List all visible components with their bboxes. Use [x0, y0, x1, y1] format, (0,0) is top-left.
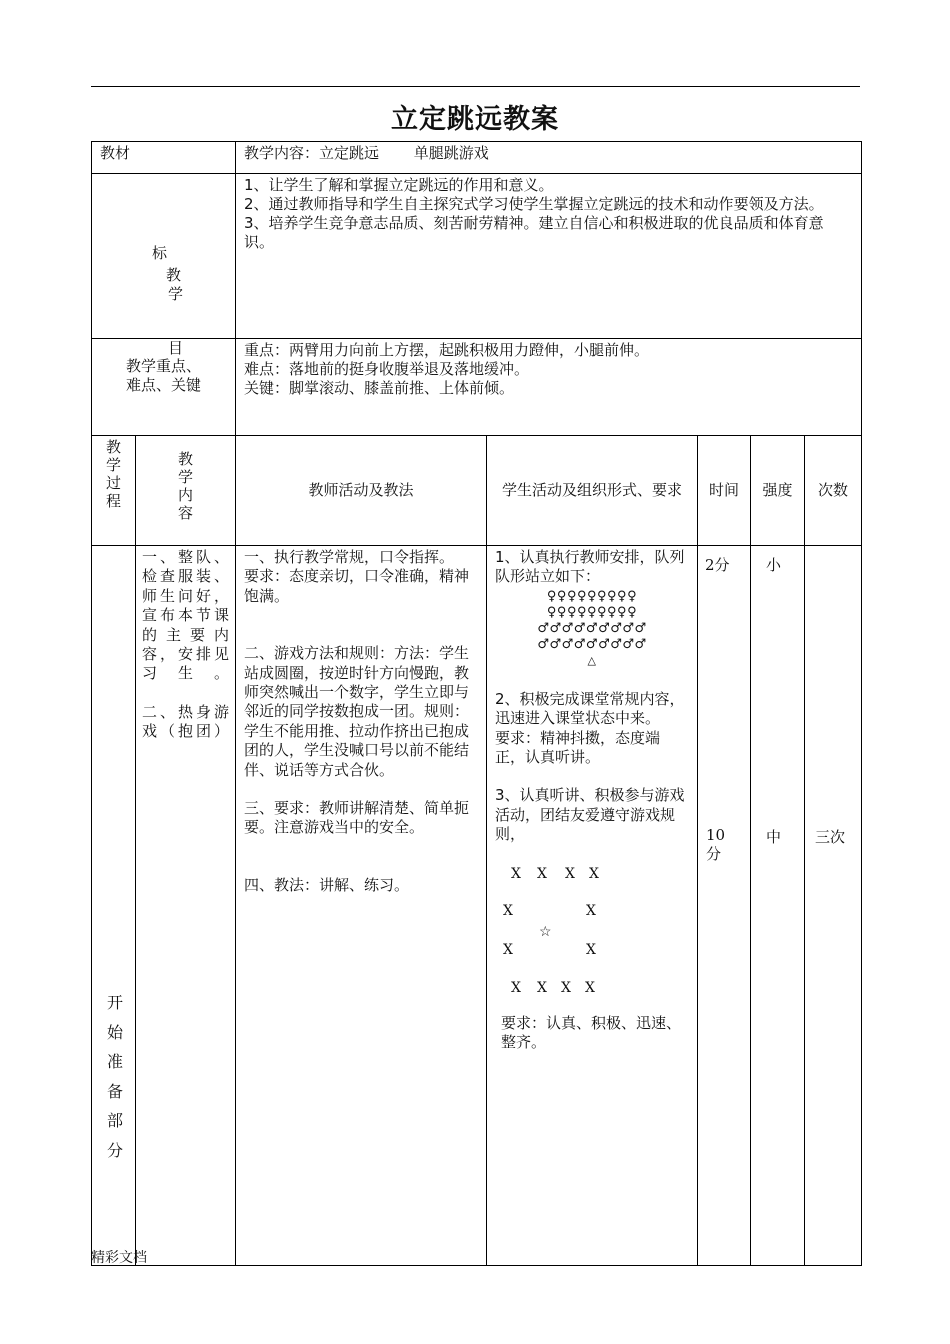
key-point-item: 重点：两臂用力向前上方摆，起跳积极用力蹬伸，小腿前伸。	[244, 341, 650, 359]
goals-text	[236, 174, 862, 339]
goals-label-char-2: 教	[166, 266, 182, 284]
intensity-value-1: 小	[766, 556, 782, 574]
student-p1: 1、认真执行教师安排，队列队形站立如下：	[495, 548, 685, 586]
circle-x: X	[511, 979, 521, 996]
part-char: 部	[106, 1111, 123, 1130]
formation-row-male: ♂♂♂♂♂♂♂♂♂	[537, 620, 647, 636]
student-p4: 3、认真听讲、积极参与游戏活动，团结友爱遵守游戏规则，	[495, 786, 685, 844]
content-item-1: 一、整队、检查服装、师生问好，宣布本节课的主要内容，安排见习生。	[142, 548, 230, 683]
time-cell	[698, 546, 751, 1266]
time-value-2-number: 10	[706, 826, 726, 844]
time-value-2	[706, 826, 725, 864]
header-time: 时间	[698, 436, 751, 546]
teacher-p1: 一、执行教学常规，口令指挥。	[244, 548, 455, 566]
circle-diagram	[495, 845, 689, 995]
header-char: 学	[105, 456, 121, 474]
key-points-label	[92, 339, 236, 436]
count-cell	[805, 546, 862, 1266]
teacher-star: ☆	[539, 923, 552, 940]
circle-x: X	[586, 902, 596, 919]
circle-x: X	[589, 865, 599, 882]
key-label-line-1: 教学重点、	[126, 357, 202, 375]
header-char: 容	[178, 504, 194, 522]
student-activity	[487, 546, 698, 1266]
teacher-activity	[236, 546, 487, 1266]
key-points-text	[236, 339, 862, 436]
footer-text: 精彩文档	[91, 1250, 147, 1266]
intensity-cell	[751, 546, 805, 1266]
teacher-p5: 四、教法：讲解、练习。	[244, 875, 410, 894]
time-value-1: 2分	[705, 556, 730, 574]
teacher-p4: 三、要求：教师讲解清楚、简单扼要。注意游戏当中的安全。	[244, 799, 470, 837]
circle-x: X	[537, 979, 547, 996]
part-char: 准	[106, 1052, 123, 1071]
header-content	[136, 436, 236, 546]
section-part-label	[102, 988, 128, 1165]
header-rule	[91, 86, 860, 87]
key-label-line-2: 难点、关键	[126, 376, 202, 394]
content-item-2: 二、热身游戏（抱团）	[142, 702, 230, 741]
table-header-row	[92, 436, 862, 546]
formation-diagram	[495, 589, 689, 669]
student-p2: 2、积极完成课堂常规内容，迅速进入课堂状态中来。	[495, 689, 685, 728]
key-point-item: 难点：落地前的挺身收腹举退及落地缓冲。	[244, 360, 530, 378]
header-char: 过	[105, 474, 121, 492]
circle-x: X	[586, 941, 596, 958]
count-value-2: 三次	[815, 828, 846, 846]
teacher-triangle: △	[587, 653, 597, 667]
header-char: 内	[178, 486, 194, 504]
header-char: 程	[105, 492, 121, 510]
time-value-2-unit: 分	[706, 845, 722, 863]
goal-item: 2、通过教师指导和学生自主探究式学习使学生掌握立定跳远的技术和动作要领及方法。	[244, 195, 824, 213]
header-intensity: 强度	[751, 436, 805, 546]
header-student: 学生活动及组织形式、要求	[487, 436, 698, 546]
goal-item: 3、培养学生竞争意志品质、刻苦耐劳精神。建立自信心和积极进取的优良品质和体育意识。	[244, 214, 824, 251]
header-char: 教	[178, 450, 194, 468]
lesson-row	[92, 142, 862, 174]
material-label: 教材	[92, 142, 236, 174]
header-teacher: 教师活动及教法	[236, 436, 487, 546]
part-char: 分	[106, 1140, 123, 1160]
circle-x: X	[565, 865, 575, 882]
goal-item: 1、让学生了解和掌握立定跳远的作用和意义。	[244, 176, 554, 194]
student-p5: 要求：认真、积极、迅速、整齐。	[501, 1013, 682, 1052]
lesson-content: 教学内容：立定跳远 单腿跳游戏	[236, 142, 862, 174]
header-char: 教	[105, 438, 121, 456]
circle-x: X	[585, 979, 595, 996]
circle-x: X	[537, 865, 547, 882]
teacher-p3: 二、游戏方法和规则：方法：学生站成圆圈，按逆时针方向慢跑，教师突然喊出一个数字，学生立即与邻近的同学按数抱成一团。规则：学生不能用推、拉动作挤出已抱成团的人，学生没喊口号以前不能结伴、说话等方式合伙。	[244, 644, 470, 779]
header-char: 学	[178, 468, 194, 486]
key-points-row	[92, 339, 862, 436]
formation-row-female: ♀♀♀♀♀♀♀♀♀	[546, 588, 638, 604]
key-point-item: 关键：脚掌滚动、膝盖前推、上体前倾。	[244, 379, 515, 397]
goals-label-char-3: 学	[168, 285, 184, 303]
header-process	[92, 436, 136, 546]
goals-row	[92, 174, 862, 339]
circle-x: X	[511, 865, 521, 882]
formation-row-male: ♂♂♂♂♂♂♂♂♂	[537, 636, 647, 652]
teacher-p2: 要求：态度亲切，口令准确，精神饱满。	[244, 567, 470, 605]
section-row	[92, 546, 862, 1266]
circle-x: X	[503, 902, 513, 919]
page-title: 立定跳远教案	[391, 104, 559, 135]
intensity-value-2: 中	[766, 828, 782, 846]
circle-x: X	[561, 979, 571, 996]
header-count: 次数	[805, 436, 862, 546]
section-content	[136, 546, 236, 1266]
goals-label-char-1: 标	[152, 244, 168, 262]
goals-label	[92, 174, 236, 339]
goals-label-char-4: 目	[168, 339, 184, 357]
student-p3: 要求：精神抖擞，态度端正，认真听讲。	[495, 728, 661, 767]
lesson-plan-table	[91, 141, 862, 1266]
part-char: 始	[106, 1022, 123, 1042]
circle-x: X	[503, 941, 513, 958]
part-char: 备	[106, 1081, 123, 1101]
part-char: 开	[106, 993, 123, 1012]
formation-row-female: ♀♀♀♀♀♀♀♀♀	[546, 604, 638, 620]
